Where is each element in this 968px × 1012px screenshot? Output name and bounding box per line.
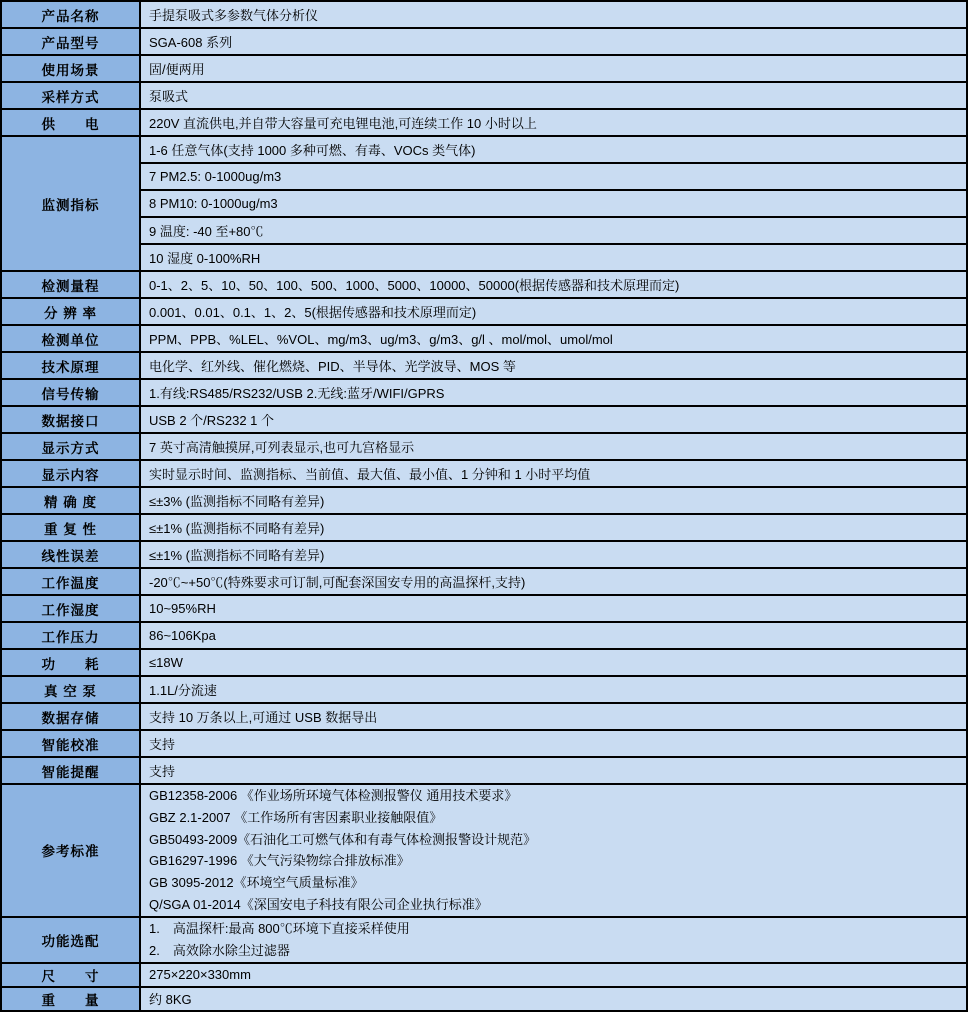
spec-value: 8 PM10: 0-1000ug/m3 xyxy=(140,190,967,217)
spec-label-detection-range: 检测量程 xyxy=(1,271,140,298)
spec-label-linearity-error: 线性误差 xyxy=(1,541,140,568)
spec-label-repeatability: 重 复 性 xyxy=(1,514,140,541)
spec-label-sampling-method: 采样方式 xyxy=(1,82,140,109)
spec-value: 0.001、0.01、0.1、1、2、5(根据传感器和技术原理而定) xyxy=(140,298,967,325)
spec-value: 10~95%RH xyxy=(140,595,967,622)
table-row xyxy=(1,649,967,676)
spec-label-data-storage: 数据存储 xyxy=(1,703,140,730)
table-row xyxy=(1,190,967,217)
spec-value: 7 英寸高清触摸屏,可列表显示,也可九宫格显示 xyxy=(140,433,967,460)
spec-label-resolution: 分 辨 率 xyxy=(1,298,140,325)
spec-value: PPM、PPB、%LEL、%VOL、mg/m3、ug/m3、g/m3、g/l 、mol/mol、umol/mol xyxy=(140,325,967,352)
table-row xyxy=(1,784,967,917)
spec-value: SGA-608 系列 xyxy=(140,28,967,55)
table-row xyxy=(1,622,967,649)
table-row xyxy=(1,1,967,28)
table-row xyxy=(1,541,967,568)
table-row xyxy=(1,568,967,595)
spec-value: 220V 直流供电,并自带大容量可充电锂电池,可连续工作 10 小时以上 xyxy=(140,109,967,136)
spec-label-technical-principle: 技术原理 xyxy=(1,352,140,379)
spec-label-smart-reminder: 智能提醒 xyxy=(1,757,140,784)
spec-value: 支持 10 万条以上,可通过 USB 数据导出 xyxy=(140,703,967,730)
spec-label-working-temperature: 工作温度 xyxy=(1,568,140,595)
spec-value-line: GBZ 2.1-2007 《工作场所有害因素职业接触限值》 xyxy=(149,809,443,825)
spec-label-data-interface: 数据接口 xyxy=(1,406,140,433)
table-row xyxy=(1,595,967,622)
spec-value-line: GB16297-1996 《大气污染物综合排放标准》 xyxy=(149,853,410,869)
spec-value: 手提泵吸式多参数气体分析仪 xyxy=(140,1,967,28)
table-row xyxy=(1,460,967,487)
spec-label-usage-scene: 使用场景 xyxy=(1,55,140,82)
spec-value: ≤±3% (监测指标不同略有差异) xyxy=(140,487,967,514)
spec-value: 约 8KG xyxy=(140,987,967,1011)
spec-value-line: GB12358-2006 《作业场所环境气体检测报警仪 通用技术要求》 xyxy=(149,788,518,803)
spec-label-monitoring-indicators: 监测指标 xyxy=(1,136,140,271)
table-row xyxy=(1,163,967,190)
spec-value: 1-6 任意气体(支持 1000 多种可燃、有毒、VOCs 类气体) xyxy=(140,136,967,163)
spec-label-model: 产品型号 xyxy=(1,28,140,55)
table-row xyxy=(1,963,967,987)
table-row xyxy=(1,136,967,163)
spec-label-accuracy: 精 确 度 xyxy=(1,487,140,514)
spec-label-working-humidity: 工作湿度 xyxy=(1,595,140,622)
table-row xyxy=(1,55,967,82)
table-row xyxy=(1,406,967,433)
spec-value: ≤±1% (监测指标不同略有差异) xyxy=(140,514,967,541)
spec-label-display-mode: 显示方式 xyxy=(1,433,140,460)
spec-label-power-consumption: 功 耗 xyxy=(1,649,140,676)
spec-value: ≤±1% (监测指标不同略有差异) xyxy=(140,541,967,568)
table-row xyxy=(1,757,967,784)
spec-label-power-supply: 供 电 xyxy=(1,109,140,136)
table-row xyxy=(1,109,967,136)
table-row xyxy=(1,433,967,460)
spec-value: -20℃~+50℃(特殊要求可订制,可配套深国安专用的高温探杆,支持) xyxy=(140,568,967,595)
spec-label-signal-transmission: 信号传输 xyxy=(1,379,140,406)
spec-value: 86~106Kpa xyxy=(140,622,967,649)
spec-value: ≤18W xyxy=(140,649,967,676)
spec-label-reference-standards: 参考标准 xyxy=(1,784,140,917)
spec-label-product-name: 产品名称 xyxy=(1,1,140,28)
spec-value: 7 PM2.5: 0-1000ug/m3 xyxy=(140,163,967,190)
spec-label-display-content: 显示内容 xyxy=(1,460,140,487)
table-row xyxy=(1,271,967,298)
spec-value: 275×220×330mm xyxy=(140,963,967,987)
spec-value: 支持 xyxy=(140,730,967,757)
spec-value: 支持 xyxy=(140,757,967,784)
spec-value: 实时显示时间、监测指标、当前值、最大值、最小值、1 分钟和 1 小时平均值 xyxy=(140,460,967,487)
table-row xyxy=(1,514,967,541)
table-row xyxy=(1,325,967,352)
table-row xyxy=(1,676,967,703)
spec-label-detection-unit: 检测单位 xyxy=(1,325,140,352)
spec-value: 0-1、2、5、10、50、100、500、1000、5000、10000、50000(根据传感器和技术原理而定) xyxy=(140,271,967,298)
spec-label-vacuum-pump: 真 空 泵 xyxy=(1,676,140,703)
spec-value: 1.有线:RS485/RS232/USB 2.无线:蓝牙/WIFI/GPRS xyxy=(140,379,967,406)
table-row xyxy=(1,487,967,514)
table-row xyxy=(1,82,967,109)
table-row xyxy=(1,917,967,963)
spec-value: 泵吸式 xyxy=(140,82,967,109)
table-row xyxy=(1,28,967,55)
table-row xyxy=(1,217,967,244)
spec-label-dimensions: 尺 寸 xyxy=(1,963,140,987)
spec-value: 电化学、红外线、催化燃烧、PID、半导体、光学波导、MOS 等 xyxy=(140,352,967,379)
spec-value-line: 1. 高温探杆:最高 800℃环境下直接采样使用 xyxy=(149,920,410,936)
table-row xyxy=(1,244,967,271)
spec-value-line: GB 3095-2012《环境空气质量标准》 xyxy=(149,875,364,891)
spec-label-working-pressure: 工作压力 xyxy=(1,622,140,649)
spec-value-line: 2. 高效除水除尘过滤器 xyxy=(149,942,290,958)
table-row xyxy=(1,379,967,406)
table-row xyxy=(1,352,967,379)
spec-value: 10 湿度 0-100%RH xyxy=(140,244,967,271)
spec-value xyxy=(140,917,967,963)
spec-label-weight: 重 量 xyxy=(1,987,140,1011)
spec-value-line: GB50493-2009《石油化工可燃气体和有毒气体检测报警设计规范》 xyxy=(149,831,537,847)
spec-value-line: Q/SGA 01-2014《深国安电子科技有限公司企业执行标准》 xyxy=(149,896,488,912)
spec-label-smart-calibration: 智能校准 xyxy=(1,730,140,757)
table-row xyxy=(1,730,967,757)
spec-value: USB 2 个/RS232 1 个 xyxy=(140,406,967,433)
spec-value: 1.1L/分流速 xyxy=(140,676,967,703)
table-row xyxy=(1,298,967,325)
spec-value xyxy=(140,784,967,917)
spec-value: 固/便两用 xyxy=(140,55,967,82)
spec-label-optional-features: 功能选配 xyxy=(1,917,140,963)
spec-value: 9 温度: -40 至+80℃ xyxy=(140,217,967,244)
table-row xyxy=(1,703,967,730)
table-row xyxy=(1,987,967,1011)
